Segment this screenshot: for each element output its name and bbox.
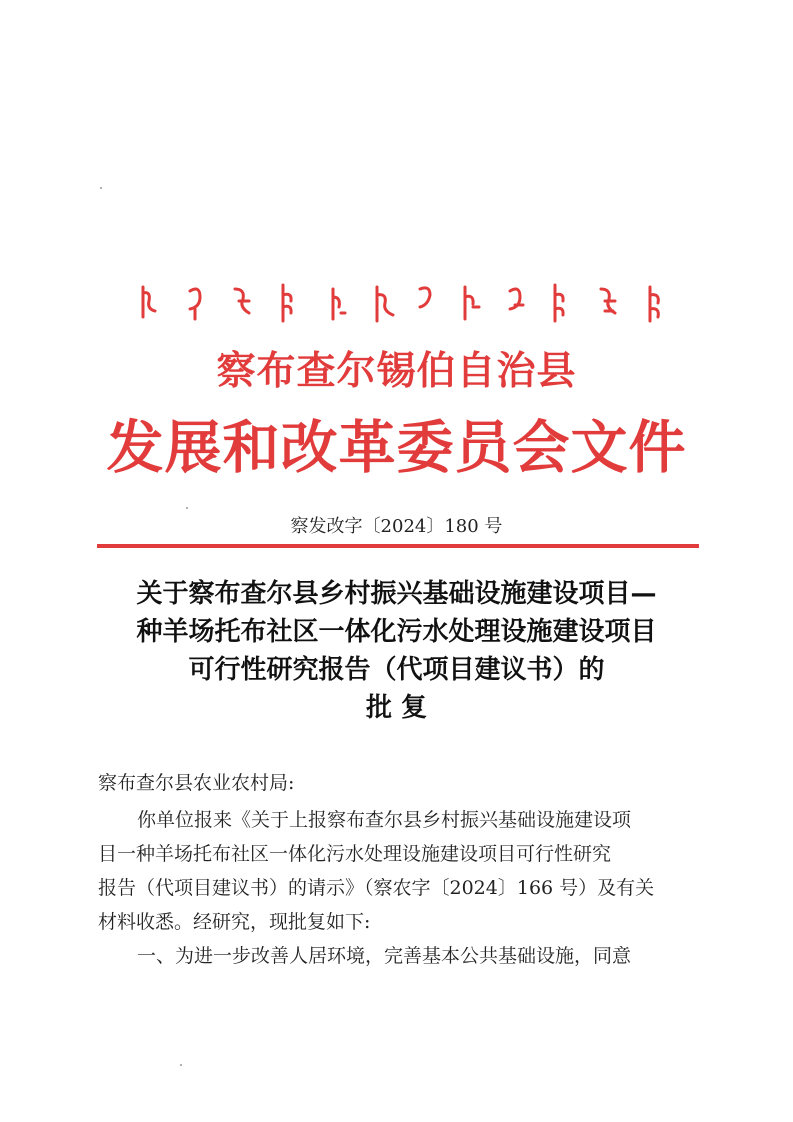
paragraph-line: 目一种羊场托布社区一体化污水处理设施建设项目可行性研究	[98, 843, 612, 865]
title-line: 批 复	[365, 693, 428, 723]
document-title	[90, 575, 703, 727]
mongolian-script-heading	[135, 283, 670, 323]
red-divider-rule	[97, 544, 699, 548]
mongolian-script-icon	[135, 283, 670, 323]
scan-speck	[186, 507, 188, 509]
title-line: 关于察布查尔县乡村振兴基础设施建设项目—	[136, 579, 657, 609]
scan-speck	[100, 187, 102, 189]
paragraph-line: 你单位报来《关于上报察布查尔县乡村振兴基础设施建设项	[137, 809, 632, 831]
paragraph-line: 一、为进一步改善人居环境，完善基本公共基础设施，同意	[137, 945, 632, 967]
document-body	[98, 766, 702, 973]
issuer-name-line2: 发展和改革委员会文件	[106, 415, 687, 481]
addressee: 察布查尔县农业农村局:	[98, 772, 295, 794]
document-number: 察发改字〔2024〕180 号	[290, 516, 503, 537]
paragraph-line: 报告（代项目建议书）的请示》（察农字〔2024〕166 号）及有关	[98, 877, 655, 899]
scan-speck	[180, 1064, 182, 1066]
title-line: 可行性研究报告（代项目建议书）的	[188, 655, 605, 685]
issuer-name-line1: 察布查尔锡伯自治县	[216, 349, 577, 394]
paragraph-line: 材料收悉。经研究，现批复如下:	[98, 911, 371, 933]
title-line: 种羊场托布社区一体化污水处理设施建设项目	[136, 617, 657, 647]
